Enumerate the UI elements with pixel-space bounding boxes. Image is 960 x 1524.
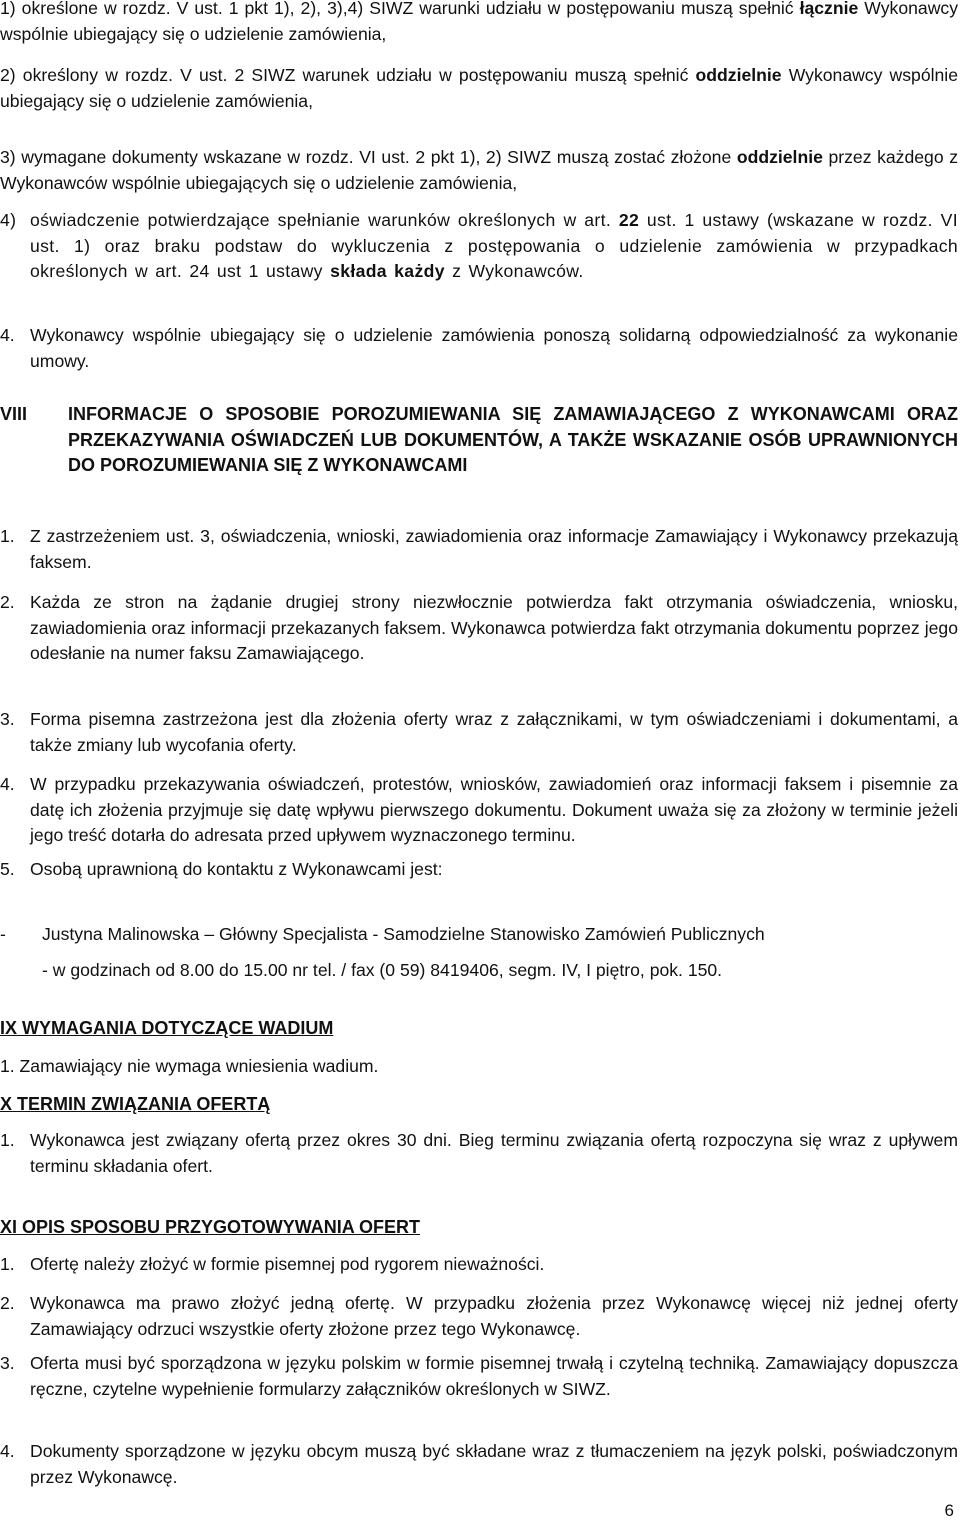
intro-p2-text-end: Wykonawcy wspólnie ubiegający się o udzielenie zamówienia, xyxy=(0,65,959,111)
section-11-heading: XI OPIS SPOSOBU PRZYGOTOWYWANIA OFERT xyxy=(0,1217,421,1237)
page-number: 6 xyxy=(944,1501,954,1520)
item-text: Oferta musi być sporządzona w języku polskim w formie pisemnej trwałą i czytelną techniką. Zamawiający dopuszcza ręczne, czytelne wypełnienie formularzy załączników określonych w SIWZ. xyxy=(30,1353,958,1399)
intro-p5-text: Wykonawcy wspólnie ubiegający się o udzielenie zamówienia ponoszą solidarną odpowiedzialność za wykonanie umowy. xyxy=(30,325,958,371)
item-text: Wykonawca jest związany ofertą przez okres 30 dni. Bieg terminu związania ofertą rozpoczyna się wraz z upływem terminu składania ofert. xyxy=(30,1130,958,1176)
item-text: Każda ze stron na żądanie drugiej strony niezwłocznie potwierdza fakt otrzymania oświadczenia, wniosku, zawiadomienia oraz informacji przekazanych faksem. Wykonawca potwierdza fakt otrzymania dokumentu poprzez jego odesłanie na numer faksu Zamawiającego. xyxy=(30,592,958,663)
item-text: Wykonawca ma prawo złożyć jedną ofertę. W przypadku złożenia przez Wykonawcę więcej niż jednej oferty Zamawiający odrzuci wszystkie oferty złożone przez tego Wykonawcę. xyxy=(30,1293,958,1339)
intro-p5-number: 4. xyxy=(0,325,15,345)
intro-p3-text-end: przez każdego z Wykonawców wspólnie ubiegających się o udzielenie zamówienia, xyxy=(0,147,958,193)
intro-p1-bold: łącznie xyxy=(799,0,859,18)
item-text: W przypadku przekazywania oświadczeń, protestów, wniosków, zawiadomień oraz informacji faksem i pisemnie za datę ich złożenia przyjmuje się datę wpływu pierwszego dokumentu. Dokument uważa się za złożony w terminie jeżeli jego treść dotarła do adresata przed upływem wyznaczonego terminu. xyxy=(30,774,958,845)
intro-p4-number: 4) xyxy=(0,210,17,230)
intro-p3-text: 3) wymagane dokumenty wskazane w rozdz. VI ust. 2 pkt 1), 2) SIWZ muszą zostać złożone xyxy=(0,147,737,167)
intro-paragraph-4 xyxy=(0,208,958,312)
item-number: 1. xyxy=(0,1254,15,1274)
section-8-heading xyxy=(0,402,958,506)
section-9-item-1 xyxy=(0,1054,958,1080)
intro-p2-bold: oddzielnie xyxy=(695,65,782,85)
item-text: Osobą uprawnioną do kontaktu z Wykonawcami jest: xyxy=(30,859,443,879)
item-number: 3. xyxy=(0,709,15,729)
item-number: 1. xyxy=(0,1130,15,1150)
intro-paragraph-1 xyxy=(0,0,958,47)
contact-hours: - w godzinach od 8.00 do 15.00 nr tel. / fax (0 59) 8419406, segm. IV, I piętro, pok. 150. xyxy=(42,960,723,980)
item-number: 2. xyxy=(0,592,15,612)
intro-p4-text-mid: ust. 1 ustawy (wskazane w rozdz. VI ust. 1) oraz braku podstaw do wykluczenia z postępowania o udzielenie zamówienia w przypadkach określonych w art. 24 ust 1 ustawy xyxy=(30,210,958,281)
item-number: 4. xyxy=(0,1441,15,1461)
intro-p3-bold: oddzielnie xyxy=(736,147,823,167)
section-10-heading: X TERMIN ZWIĄZANIA OFERTĄ xyxy=(0,1094,271,1114)
section-8-title: INFORMACJE O SPOSOBIE POROZUMIEWANIA SIĘ ZAMAWIAJĄCEGO Z WYKONAWCAMI ORAZ PRZEKAZYWANIA OŚWIADCZEŃ LUB DOKUMENTÓW, A TAKŻE WSKAZANIE OSÓB UPRAWNIONYCH DO POROZUMIEWANIA SIĘ Z WYKONAWCAMI xyxy=(68,404,958,475)
section-9-heading: IX WYMAGANIA DOTYCZĄCE WADIUM xyxy=(0,1018,334,1038)
item-text: 1. Zamawiający nie wymaga wniesienia wadium. xyxy=(0,1056,379,1076)
contact-dash: - xyxy=(0,924,6,944)
intro-p4-bold-sklada: składa każdy xyxy=(330,261,445,281)
item-text: Dokumenty sporządzone w języku obcym muszą być składane wraz z tłumaczeniem na język polski, poświadczonym przez Wykonawcę. xyxy=(30,1441,958,1487)
item-number: 3. xyxy=(0,1353,15,1373)
intro-p4-bold-art: 22 xyxy=(618,210,640,230)
item-text: Z zastrzeżeniem ust. 3, oświadczenia, wnioski, zawiadomienia oraz informacje Zamawiający i Wykonawcy przekazują faksem. xyxy=(30,526,958,572)
item-number: 1. xyxy=(0,526,15,546)
intro-p2-text: 2) określony w rozdz. V ust. 2 SIWZ warunek udziału w postępowaniu muszą spełnić xyxy=(0,65,696,85)
intro-paragraph-5 xyxy=(0,323,958,375)
intro-paragraph-3 xyxy=(0,145,958,196)
contact-name: Justyna Malinowska – Główny Specjalista - Samodzielne Stanowisko Zamówień Publicznych xyxy=(42,924,765,944)
item-number: 4. xyxy=(0,774,15,794)
intro-p1-text-end: Wykonawcy wspólnie ubiegający się o udzielenie zamówienia, xyxy=(0,0,958,44)
intro-p1-text: 1) określone w rozdz. V ust. 1 pkt 1), 2), 3),4) SIWZ warunki udziału w postępowaniu muszą spełnić xyxy=(0,0,800,18)
intro-p4-text: oświadczenie potwierdzające spełnianie warunków określonych w art. xyxy=(30,210,619,230)
item-text: Forma pisemna zastrzeżona jest dla złożenia oferty wraz z załącznikami, w tym oświadczeniami i dokumentami, a także zmiany lub wycofania oferty. xyxy=(30,709,958,755)
item-number: 2. xyxy=(0,1293,15,1313)
item-text: Ofertę należy złożyć w formie pisemnej pod rygorem nieważności. xyxy=(30,1254,545,1274)
section-8-label: VIII xyxy=(0,404,28,424)
item-number: 5. xyxy=(0,859,15,879)
intro-paragraph-2 xyxy=(0,63,958,114)
intro-p4-text-end: z Wykonawców. xyxy=(444,261,584,281)
